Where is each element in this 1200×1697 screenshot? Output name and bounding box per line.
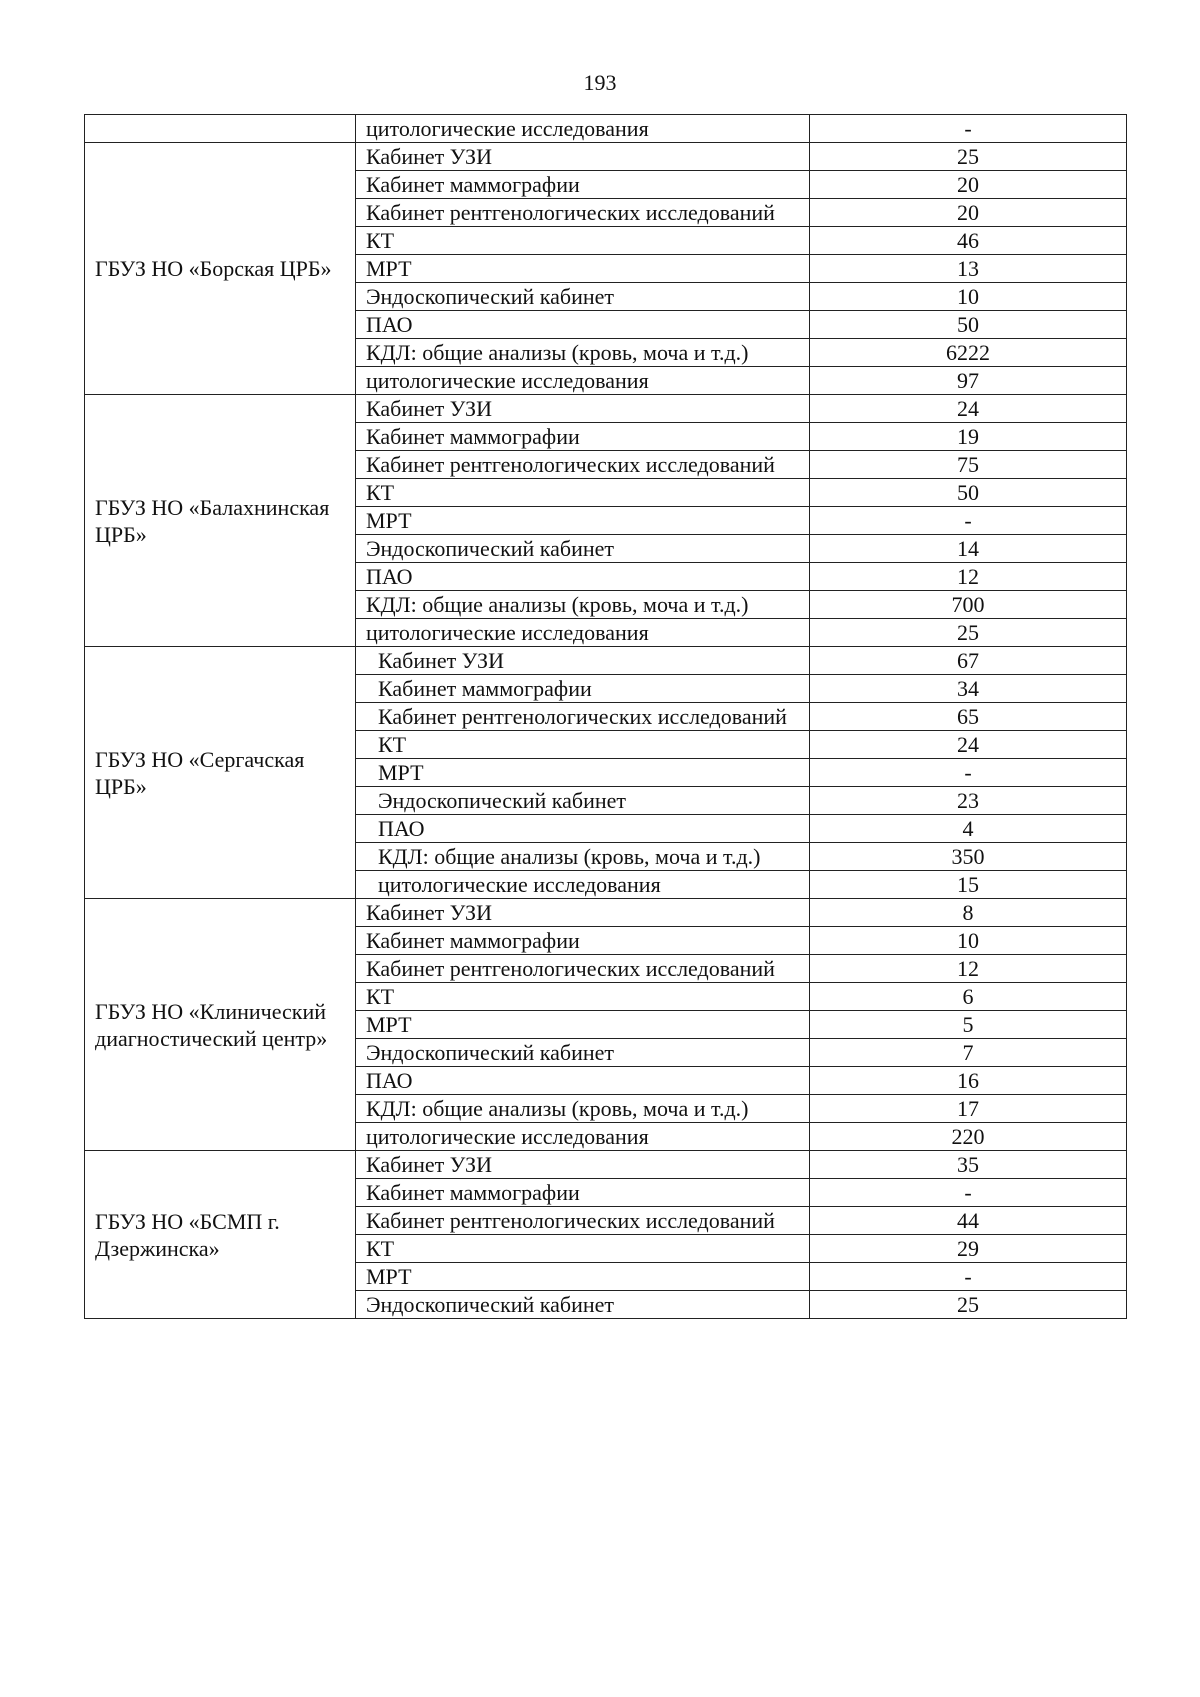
value-cell: 34 xyxy=(810,675,1127,703)
service-cell: МРТ xyxy=(356,1011,810,1039)
value-cell: 44 xyxy=(810,1207,1127,1235)
service-cell: ПАО xyxy=(356,311,810,339)
value-cell: 10 xyxy=(810,283,1127,311)
value-cell: 15 xyxy=(810,871,1127,899)
page-number: 193 xyxy=(583,70,617,95)
value-cell: 5 xyxy=(810,1011,1127,1039)
service-cell: МРТ xyxy=(356,507,810,535)
service-cell: Эндоскопический кабинет xyxy=(356,283,810,311)
service-cell: Эндоскопический кабинет xyxy=(356,1291,810,1319)
service-cell: КТ xyxy=(356,731,810,759)
service-cell: цитологические исследования xyxy=(356,367,810,395)
table-body xyxy=(85,115,1127,1319)
value-cell: 6 xyxy=(810,983,1127,1011)
value-cell: 20 xyxy=(810,199,1127,227)
service-cell: КТ xyxy=(356,479,810,507)
value-cell: 67 xyxy=(810,647,1127,675)
value-cell: - xyxy=(810,507,1127,535)
value-cell: 23 xyxy=(810,787,1127,815)
service-cell: Кабинет УЗИ xyxy=(356,899,810,927)
table-row xyxy=(85,143,1127,171)
service-cell: Кабинет маммографии xyxy=(356,1179,810,1207)
table-row xyxy=(85,115,1127,143)
service-cell: Кабинет УЗИ xyxy=(356,395,810,423)
value-cell: 75 xyxy=(810,451,1127,479)
value-cell: 8 xyxy=(810,899,1127,927)
value-cell: 97 xyxy=(810,367,1127,395)
organization-cell xyxy=(85,115,356,143)
value-cell: 12 xyxy=(810,563,1127,591)
value-cell: 14 xyxy=(810,535,1127,563)
value-cell: 700 xyxy=(810,591,1127,619)
value-cell: 350 xyxy=(810,843,1127,871)
service-cell: цитологические исследования xyxy=(356,1123,810,1151)
value-cell: - xyxy=(810,115,1127,143)
service-cell: КДЛ: общие анализы (кровь, моча и т.д.) xyxy=(356,339,810,367)
value-cell: 25 xyxy=(810,1291,1127,1319)
service-cell: Кабинет рентгенологических исследований xyxy=(356,955,810,983)
service-cell: цитологические исследования xyxy=(356,871,810,899)
service-cell: Кабинет рентгенологических исследований xyxy=(356,451,810,479)
value-cell: 35 xyxy=(810,1151,1127,1179)
value-cell: 20 xyxy=(810,171,1127,199)
service-cell: КТ xyxy=(356,227,810,255)
service-cell: Кабинет рентгенологических исследований xyxy=(356,703,810,731)
value-cell: 25 xyxy=(810,143,1127,171)
value-cell: 6222 xyxy=(810,339,1127,367)
organization-cell: ГБУЗ НО «Сергачская ЦРБ» xyxy=(85,647,356,899)
organization-cell: ГБУЗ НО «БСМП г. Дзержинска» xyxy=(85,1151,356,1319)
service-cell: КДЛ: общие анализы (кровь, моча и т.д.) xyxy=(356,591,810,619)
value-cell: 50 xyxy=(810,311,1127,339)
value-cell: - xyxy=(810,1263,1127,1291)
service-cell: Кабинет рентгенологических исследований xyxy=(356,199,810,227)
service-cell: Кабинет УЗИ xyxy=(356,1151,810,1179)
service-cell: КДЛ: общие анализы (кровь, моча и т.д.) xyxy=(356,843,810,871)
table-row xyxy=(85,647,1127,675)
value-cell: 17 xyxy=(810,1095,1127,1123)
service-cell: МРТ xyxy=(356,1263,810,1291)
organization-cell: ГБУЗ НО «Клинический диагностический центр» xyxy=(85,899,356,1151)
service-cell: Кабинет рентгенологических исследований xyxy=(356,1207,810,1235)
service-cell: Кабинет УЗИ xyxy=(356,647,810,675)
value-cell: 19 xyxy=(810,423,1127,451)
service-cell: Эндоскопический кабинет xyxy=(356,787,810,815)
service-cell: КДЛ: общие анализы (кровь, моча и т.д.) xyxy=(356,1095,810,1123)
value-cell: 65 xyxy=(810,703,1127,731)
value-cell: 24 xyxy=(810,395,1127,423)
value-cell: - xyxy=(810,759,1127,787)
service-cell: Кабинет маммографии xyxy=(356,423,810,451)
value-cell: - xyxy=(810,1179,1127,1207)
service-cell: ПАО xyxy=(356,1067,810,1095)
organization-cell: ГБУЗ НО «Балахнинская ЦРБ» xyxy=(85,395,356,647)
value-cell: 220 xyxy=(810,1123,1127,1151)
service-cell: Эндоскопический кабинет xyxy=(356,535,810,563)
service-cell: ПАО xyxy=(356,815,810,843)
value-cell: 46 xyxy=(810,227,1127,255)
service-cell: цитологические исследования xyxy=(356,619,810,647)
value-cell: 10 xyxy=(810,927,1127,955)
service-cell: МРТ xyxy=(356,759,810,787)
value-cell: 4 xyxy=(810,815,1127,843)
value-cell: 25 xyxy=(810,619,1127,647)
service-cell: цитологические исследования xyxy=(356,115,810,143)
service-cell: КТ xyxy=(356,983,810,1011)
table-row xyxy=(85,395,1127,423)
organization-cell: ГБУЗ НО «Борская ЦРБ» xyxy=(85,143,356,395)
value-cell: 29 xyxy=(810,1235,1127,1263)
value-cell: 12 xyxy=(810,955,1127,983)
service-cell: ПАО xyxy=(356,563,810,591)
service-cell: Кабинет маммографии xyxy=(356,171,810,199)
value-cell: 50 xyxy=(810,479,1127,507)
service-cell: КТ xyxy=(356,1235,810,1263)
service-cell: МРТ xyxy=(356,255,810,283)
service-cell: Кабинет маммографии xyxy=(356,675,810,703)
value-cell: 7 xyxy=(810,1039,1127,1067)
services-table xyxy=(84,114,1127,1319)
value-cell: 16 xyxy=(810,1067,1127,1095)
table-row xyxy=(85,1151,1127,1179)
service-cell: Кабинет маммографии xyxy=(356,927,810,955)
service-cell: Эндоскопический кабинет xyxy=(356,1039,810,1067)
value-cell: 13 xyxy=(810,255,1127,283)
service-cell: Кабинет УЗИ xyxy=(356,143,810,171)
value-cell: 24 xyxy=(810,731,1127,759)
table-row xyxy=(85,899,1127,927)
